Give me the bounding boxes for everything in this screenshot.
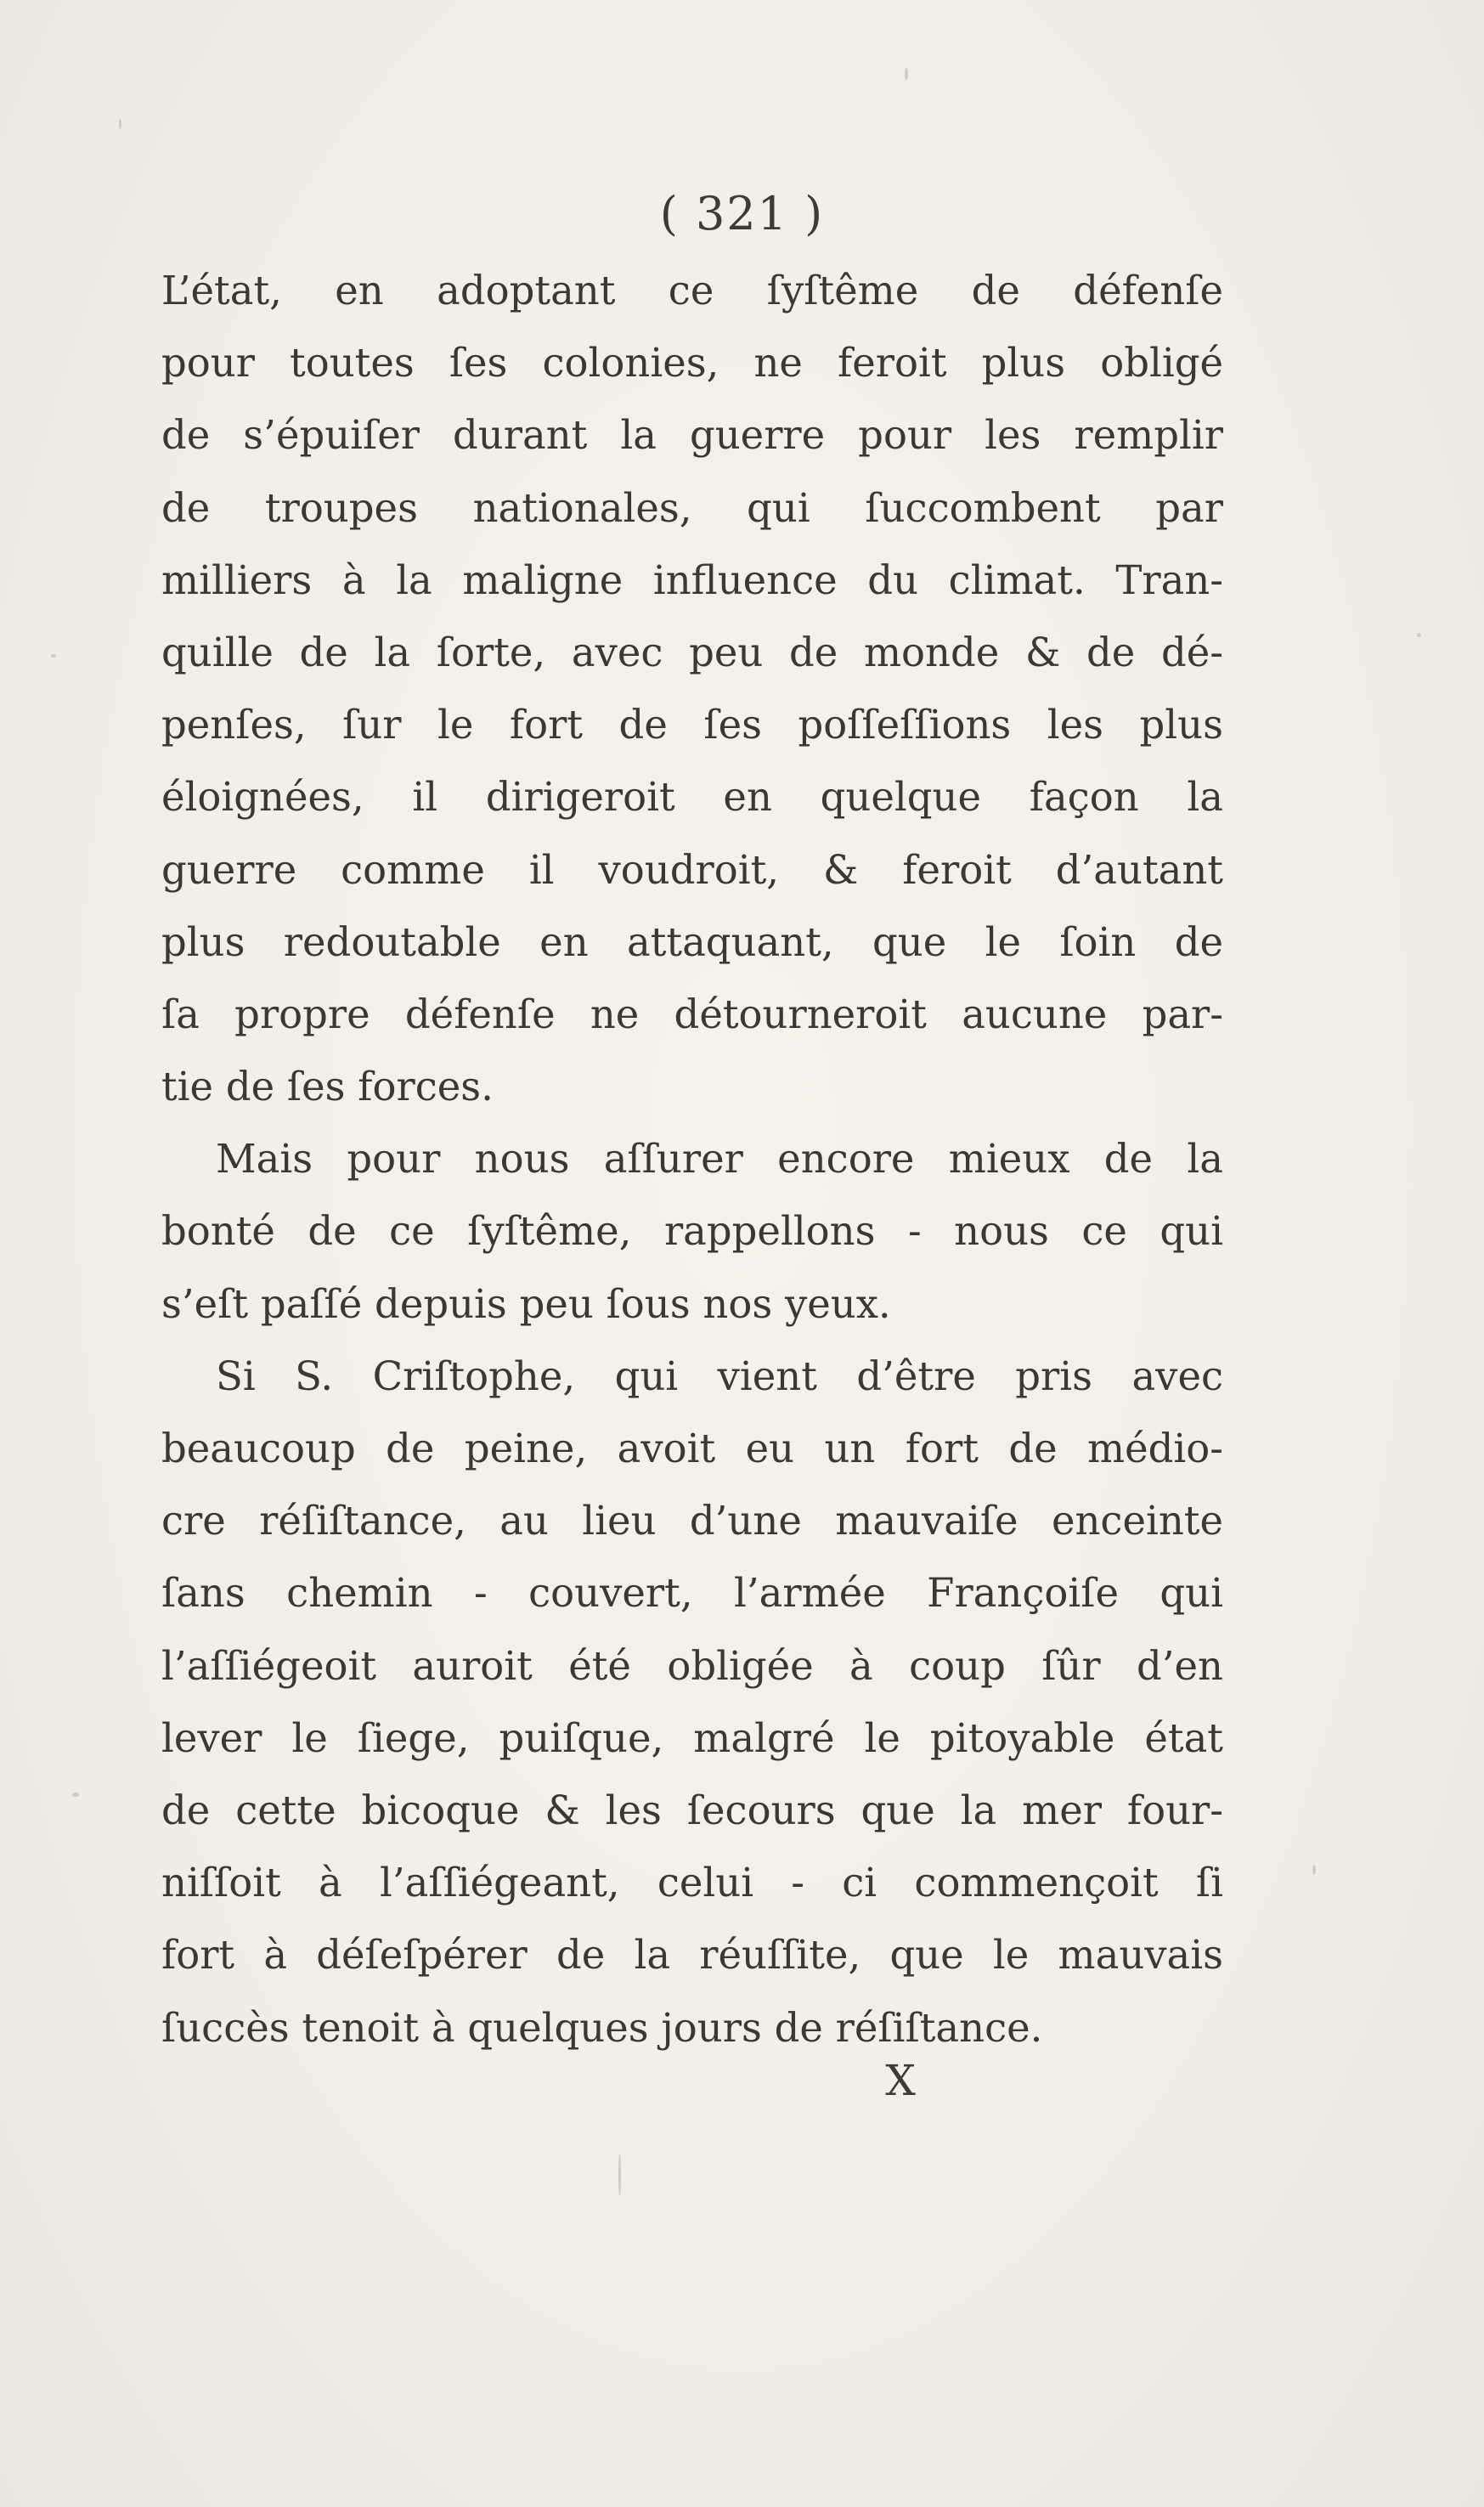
text-line: penſes, ſur le fort de ſes poſſeſſions les plus <box>161 702 1223 748</box>
paper-speck <box>1312 1865 1316 1875</box>
text-line: plus redoutable en attaquant, que le ſoin de <box>161 918 1223 965</box>
paragraph-2 <box>161 1123 1223 1341</box>
text-line: éloignées, il dirigeroit en quelque façon la <box>161 774 1223 821</box>
signature-mark: X <box>885 2056 916 2105</box>
text-line: cre réſiſtance, au lieu d’une mauvaiſe enceinte <box>161 1498 1223 1544</box>
text-line: L’état, en adoptant ce ſyſtême de défenſe <box>161 268 1223 313</box>
text-line: pour toutes ſes colonies, ne feroit plus obligé <box>161 340 1223 387</box>
text-line: lever le ſiege, puiſque, malgré le pitoyable état <box>161 1714 1223 1761</box>
page-number: ( 321 ) <box>659 187 825 240</box>
text-line: guerre comme il voudroit, & feroit d’autant <box>161 846 1223 893</box>
text-line: tie de ſes forces. <box>161 1064 494 1110</box>
text-line: fort à déſeſpérer de la réuſſite, que le mauvais <box>161 1932 1223 1979</box>
text-line: de troupes nationales, qui ſuccombent par <box>161 484 1223 531</box>
text-line: de s’épuiſer durant la guerre pour les remplir <box>161 412 1223 459</box>
paper-speck <box>119 119 121 129</box>
text-line: s’eſt paſſé depuis peu ſous nos yeux. <box>161 1280 891 1327</box>
text-line: bonté de ce ſyſtême, rappellons - nous ce qui <box>161 1208 1223 1255</box>
text-line: de cette bicoque & les ſecours que la mer four- <box>161 1787 1223 1833</box>
paper-speck <box>72 1793 79 1797</box>
text-line: milliers à la maligne influence du climat. Tran- <box>161 556 1223 603</box>
text-line: Si S. Criſtophe, qui vient d’être pris avec <box>216 1352 1223 1399</box>
paper-speck <box>905 68 908 80</box>
paragraph-1 <box>161 255 1223 1123</box>
text-line: beaucoup de peine, avoit eu un fort de médio- <box>161 1426 1223 1471</box>
paper-speck <box>618 2154 621 2196</box>
body-text <box>161 255 1223 2064</box>
text-line: quille de la ſorte, avec peu de monde & de dé- <box>161 629 1223 675</box>
text-line: ſans chemin - couvert, l’armée Françoiſe qui <box>161 1570 1223 1617</box>
paper-speck <box>51 654 56 658</box>
text-line: Mais pour nous aſſurer encore mieux de la <box>216 1136 1223 1183</box>
paragraph-3 <box>161 1341 1223 2064</box>
text-line: ſuccès tenoit à quelques jours de réſiſtance. <box>161 2004 1043 2051</box>
paper-speck <box>1417 633 1421 637</box>
text-line: niſſoit à l’aſſiégeant, celui - ci commençoit ſi <box>161 1860 1223 1906</box>
text-line: l’aſſiégeoit auroit été obligée à coup ſûr d’en <box>161 1642 1223 1689</box>
text-line: ſa propre défenſe ne détourneroit aucune par- <box>161 991 1223 1037</box>
